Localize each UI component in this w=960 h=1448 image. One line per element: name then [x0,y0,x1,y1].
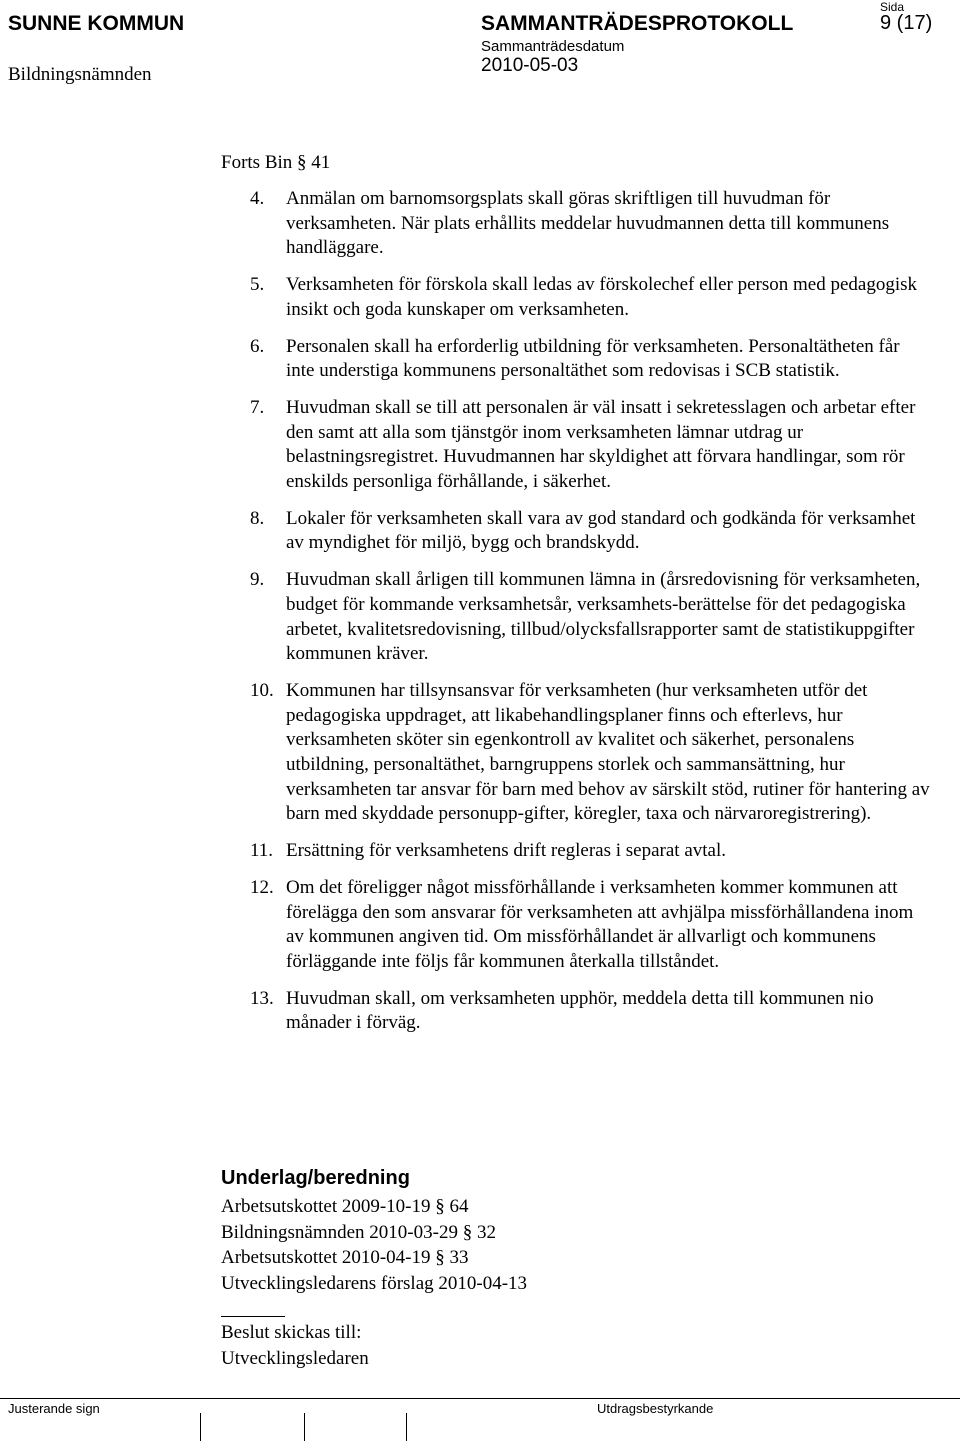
document-type: SAMMANTRÄDESPROTOKOLL [481,12,794,35]
recipient-name: Utvecklingsledaren [221,1347,369,1369]
conditions-list [250,187,930,1048]
item-number: 10. [250,679,274,701]
item-text: Om det föreligger något missförhållande i verksamheten kommer kommunen att förelägga den som ansvarar för verksamheten att avhjälpa missförhållandena inom av kommunen angiven tid. Om missförhållandet är allvarligt och kommunens förläggande inte följs får kommunen återkalla tillståndet. [286,876,914,972]
list-item [250,187,930,261]
continued-paragraph-ref: Forts Bin § 41 [221,152,331,173]
municipality-name: SUNNE KOMMUN [8,12,185,35]
list-item [250,335,930,384]
list-item [250,396,930,495]
item-number: 5. [250,274,265,296]
board-name: Bildningsnämnden [8,64,152,85]
separator-line [221,1316,285,1317]
underlag-item: Utvecklingsledarens förslag 2010-04-13 [221,1272,528,1294]
page-number: 9 (17) [880,12,933,34]
item-text: Huvudman skall årligen till kommunen lämna in (årsredovisning för verksamheten, budget för kommande verksamhetsår, verksamhets-berättelse för det pedagogiska arbetet, kvalitetsredovisning, tillbud/olycksfallsrapporter samt de statistikuppgifter kommunen kräver. [286,569,921,665]
signature-footer [0,1398,960,1448]
recipients-label: Beslut skickas till: [221,1322,362,1343]
item-text: Huvudman skall se till att personalen är väl insatt i sekretesslagen och arbetar efter den samt att alla som tjänstgör inom verksamheten lämnar utdrag ur belastningsregistret. Huvudmannen har skyldighet att förvara handlingar, som rör enskilds personliga förhållande, i säkerhet. [286,396,916,493]
meeting-date-label: Sammanträdesdatum [481,38,625,55]
item-text: Lokaler för verksamheten skall vara av god standard och godkända för verksamhet av myndighet för miljö, bygg och brandskydd. [286,507,916,554]
list-item [250,679,930,827]
item-text: Verksamheten för förskola skall ledas av förskolechef eller person med pedagogisk insikt och goda kunskaper om verksamheten. [286,274,918,320]
item-number: 13. [250,987,274,1009]
item-number: 9. [250,569,265,591]
meeting-date: 2010-05-03 [481,55,579,76]
signature-box-divider [304,1413,305,1441]
underlag-item: Bildningsnämnden 2010-03-29 § 32 [221,1221,496,1243]
list-item [250,839,930,864]
extract-verification-label: Utdragsbestyrkande [597,1401,714,1416]
underlag-item: Arbetsutskottet 2009-10-19 § 64 [221,1196,469,1217]
item-text: Kommunen har tillsynsansvar för verksamheten (hur verksamheten utför det pedagogiska uppdraget, att likabehandlingsplaner finns och efterlevs, hur verksamheten sköter sin egenkontroll av kvalitet och säkerhet, personalens utbildning, personaltäthet, barngruppens storlek och sammansättning, hur verksamheten tar ansvar för barn med behov av särskilt stöd, rutiner för hantering av barn med skyddade personupp-gifter, köregler, taxa och närvaroregistrering). [286,679,930,825]
adjuster-sign-label: Justerande sign [8,1401,100,1416]
list-item [250,507,930,556]
item-number: 6. [250,335,265,357]
decision-recipients [221,1320,369,1371]
signature-box-divider [406,1413,407,1441]
list-item [250,273,930,322]
underlag-item: Arbetsutskottet 2010-04-19 § 33 [221,1247,469,1268]
item-text: Anmälan om barnomsorgsplats skall göras skriftligen till huvudman för verksamheten. När plats erhållits meddelar huvudmannen detta till kommunens handläggare. [286,188,890,259]
list-item [250,876,930,975]
item-number: 12. [250,876,274,898]
list-item [250,568,930,667]
underlag-list [221,1194,527,1296]
signature-box-divider [200,1413,201,1441]
item-text: Personalen skall ha erforderlig utbildning för verksamheten. Personaltätheten får inte understiga kommunens personaltäthet som redovisas i SCB statistik. [286,335,900,382]
page-label: Sida [880,0,905,14]
item-number: 4. [250,188,265,209]
item-number: 8. [250,507,265,529]
item-number: 11. [250,840,274,862]
item-text: Ersättning för verksamhetens drift regleras i separat avtal. [286,840,726,862]
item-text: Huvudman skall, om verksamheten upphör, meddela detta till kommunen nio månader i förväg. [286,987,874,1034]
list-item [250,987,930,1036]
underlag-heading: Underlag/beredning [221,1167,410,1189]
item-number: 7. [250,396,265,418]
